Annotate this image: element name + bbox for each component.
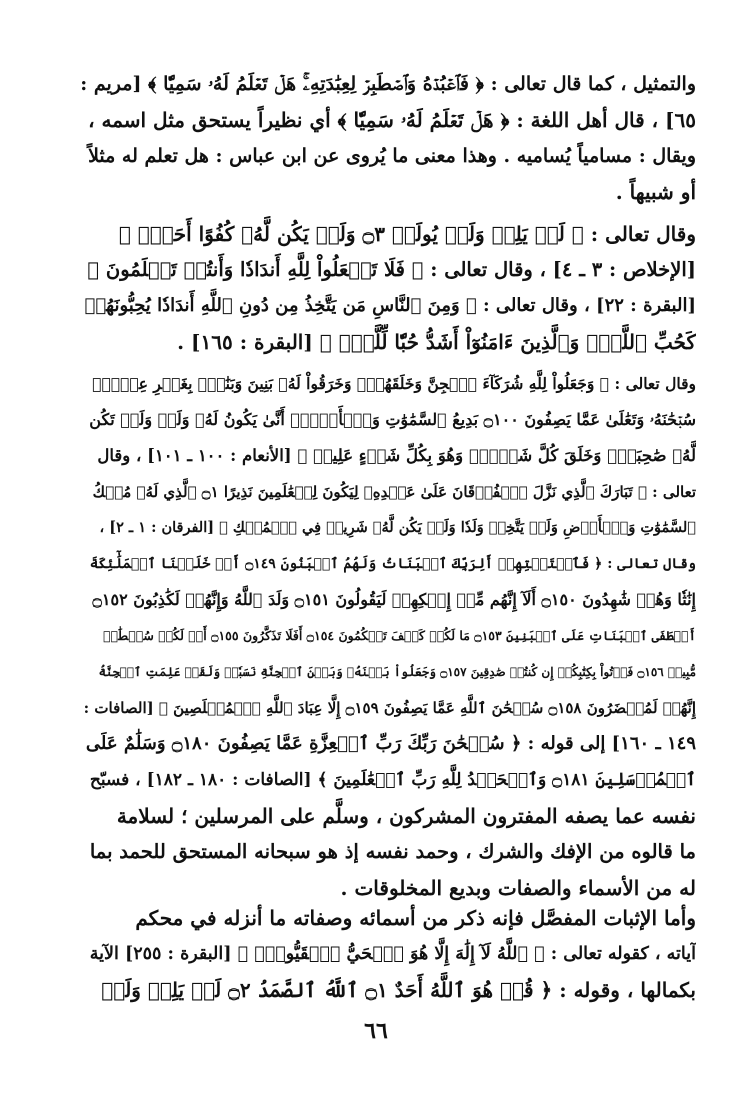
text-line: ٱلسَّمَٰوَٰتِ وَٱلۡأَرۡضِ وَلَمۡ يَتَّخِذۡ وَلَدٗا وَلَمۡ يَكُن لَّهُۥ شَرِيكٞ فِي ٱلۡمُلۡكِ ﴾ [الفرقان : ١ ـ ٢] ، xyxy=(99,519,696,536)
text-line: [الإخلاص : ٣ ـ ٤] ، وقال تعالى : ﴿ فَلَا تَجۡعَلُواْ لِلَّهِ أَندَادٗا وَأَنتُمۡ تَعۡلَمُونَ ﴾ xyxy=(87,258,696,281)
text-line: نفسه عما يصفه المفترون المشركون ، وسلَّم على المرسلين ؛ لسلامة xyxy=(116,804,696,828)
text-line: ١٤٩ ـ ١٦٠] إلى قوله : ﴿ سُبۡحَٰنَ رَبِّكَ رَبِّ ٱلۡعِزَّةِ عَمَّا يَصِفُونَ ۝١٨٠ وَسَلَٰمٌ عَلَى xyxy=(85,733,696,754)
text-line: بكمالها ، وقوله : ﴿ قُلۡ هُوَ ٱللَّهُ أَحَدٌ ۝١ ٱللَّهُ ٱلصَّمَدُ ۝٢ لَمۡ يَلِدۡ وَلَمۡ xyxy=(101,978,696,1002)
text-line: سُبۡحَٰنَهُۥ وَتَعَٰلَىٰ عَمَّا يَصِفُونَ ۝١٠٠ بَدِيعُ ٱلسَّمَٰوَٰتِ وَٱلۡأَرۡضِۖ أَنَّىٰ يَكُونُ لَهُۥ وَلَدٞ وَلَمۡ تَكُن xyxy=(89,410,696,429)
paragraph-2 xyxy=(80,216,696,360)
paragraph-3 xyxy=(80,366,696,906)
text-line: وقال تعالى : ﴿ لَمۡ يَلِدۡ وَلَمۡ يُولَدۡ ۝٣ وَلَمۡ يَكُن لَّهُۥ كُفُوًا أَحَدُۢ ﴾ xyxy=(118,222,696,246)
text-line: ٱلۡمُرۡسَلِينَ ۝١٨١ وَٱلۡحَمۡدُ لِلَّهِ رَبِّ ٱلۡعَٰلَمِينَ ﴾ [الصافات : ١٨٠ ـ ١٨٢] ، فسبّح xyxy=(89,770,696,790)
text-line: كَحُبِّ ٱللَّهِۖ وَٱلَّذِينَ ءَامَنُوٓاْ أَشَدُّ حُبّٗا لِّلَّهِۗ ﴾ [البقرة : ١٦٥] . xyxy=(177,330,696,354)
text-line: تعالى : ﴿ تَبَارَكَ ٱلَّذِي نَزَّلَ ٱلۡفُرۡقَانَ عَلَىٰ عَبۡدِهِۦ لِيَكُونَ لِلۡعَٰلَمِينَ نَذِيرًا ۝١ ٱلَّذِي لَهُۥ مُلۡكُ xyxy=(92,483,696,501)
text-line: وقال تعالى : ﴿ وَجَعَلُواْ لِلَّهِ شُرَكَآءَ ٱلۡجِنَّ وَخَلَقَهُمۡۖ وَخَرَقُواْ لَهُۥ بَنِينَ وَبَنَٰتِۭ بِغَيۡرِ عِلۡمٖۚ xyxy=(92,374,696,393)
text-line: [البقرة : ٢٢] ، وقال تعالى : ﴿ وَمِنَ ٱلنَّاسِ مَن يَتَّخِذُ مِن دُونِ ٱللَّهِ أَندَادٗا يُحِبُّونَهُمۡ xyxy=(84,295,696,316)
text-line: ويقال : مسامياً يُساميه . وهذا معنى ما يُروى عن ابن عباس : هل تعلم له مثلاً xyxy=(88,145,696,167)
paragraph-4 xyxy=(80,900,696,1008)
page-number: ٦٦ xyxy=(364,1018,388,1044)
text-line: وقال تعالى : ﴿ فَٱسۡتَفۡتِهِمۡ أَلِرَبِّكَ ٱلۡبَنَاتُ وَلَهُمُ ٱلۡبَنُونَ ۝١٤٩ أَمۡ خَلَقۡنَا ٱلۡمَلَٰٓئِكَةَ xyxy=(89,556,696,572)
text-line: إِنَٰثٗا وَهُمۡ شَٰهِدُونَ ۝١٥٠ أَلَآ إِنَّهُم مِّنۡ إِفۡكِهِمۡ لَيَقُولُونَ ۝١٥١ وَلَدَ ٱللَّهُ وَإِنَّهُمۡ لَكَٰذِبُونَ ۝١٥٢ xyxy=(92,590,696,609)
paragraph-1 xyxy=(80,66,696,210)
text-line: له من الأسماء والصفات وبديع المخلوقات . xyxy=(340,876,696,900)
text-line: إِنَّهُمۡ لَمُحۡضَرُونَ ۝١٥٨ سُبۡحَٰنَ ٱللَّهِ عَمَّا يَصِفُونَ ۝١٥٩ إِلَّا عِبَادَ ٱللَّهِ ٱلۡمُخۡلَصِينَ ﴾ [الصافات : xyxy=(83,699,696,717)
text-line: أو شبيهاً . xyxy=(615,180,696,204)
text-line: ٦٥] ، قال أهل اللغة : ﴿ هَلۡ تَعۡلَمُ لَهُۥ سَمِيّٗا ﴾ أي نظيراً يستحق مثل اسمه ، xyxy=(88,108,696,132)
text-line: أَصۡطَفَى ٱلۡبَنَاتِ عَلَى ٱلۡبَنِينَ ۝١٥٣ مَا لَكُمۡ كَيۡفَ تَحۡكُمُونَ ۝١٥٤ أَفَلَا تَذَكَّرُونَ ۝١٥٥ أَمۡ لَكُمۡ سُلۡطَٰنٞ xyxy=(103,628,696,643)
text-line: مُّبِينٞ ۝١٥٦ فَأۡتُواْ بِكِتَٰبِكُمۡ إِن كُنتُمۡ صَٰدِقِينَ ۝١٥٧ وَجَعَلُواْ بَيۡنَهُۥ وَبَيۡنَ ٱلۡجِنَّةِ نَسَبٗاۚ وَلَقَدۡ عَلِمَتِ ٱلۡجِنَّةُ xyxy=(98,665,696,679)
text-line: ما قالوه من الإفك والشرك ، وحمد نفسه إذ هو سبحانه المستحق للحمد بما xyxy=(89,840,696,863)
text-line: آياته ، كقوله تعالى : ﴿ ٱللَّهُ لَآ إِلَٰهَ إِلَّا هُوَ ٱلۡحَيُّ ٱلۡقَيُّومُۚ ﴾ [البقرة : ٢٥٥] الآية xyxy=(89,944,696,964)
text-line: والتمثيل ، كما قال تعالى : ﴿ فَٱعۡبُدۡهُ وَٱصۡطَبِرۡ لِعِبَٰدَتِهِۦۚ هَلۡ تَعۡلَمُ لَهُۥ سَمِيّٗا ﴾ [مريم : xyxy=(80,73,696,95)
text-line: وأما الإثبات المفصَّل فإنه ذكر من أسمائه وصفاته ما أنزله في محكم xyxy=(135,906,696,930)
text-line: لَّهُۥ صَٰحِبَةٞۖ وَخَلَقَ كُلَّ شَيۡءٖۖ وَهُوَ بِكُلِّ شَيۡءٍ عَلِيمٞ ﴾ [الأنعام : ١٠٠ ـ ١٠١] ، وقال xyxy=(97,446,696,465)
